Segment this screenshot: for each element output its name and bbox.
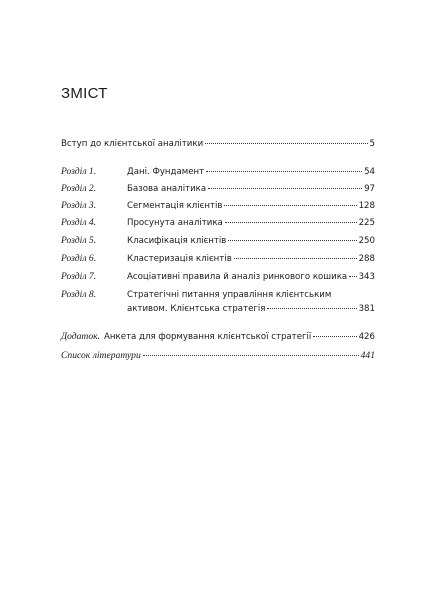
toc-entry-page: 426 xyxy=(358,332,375,342)
toc-entry-page: 288 xyxy=(358,254,375,264)
toc-entry-page: 343 xyxy=(358,272,375,282)
dot-leader xyxy=(208,188,362,189)
toc-entry-section-3[interactable] xyxy=(61,199,375,213)
dot-leader xyxy=(228,240,356,241)
dot-leader xyxy=(225,222,357,223)
dot-leader xyxy=(234,258,357,259)
page-title: ЗМІСТ xyxy=(61,85,108,102)
toc-entry-label: Розділ 6. xyxy=(61,253,97,264)
toc-entry-section-5[interactable] xyxy=(61,234,375,248)
toc-entry-label: Розділ 2. xyxy=(61,183,97,194)
toc-entry-label: Розділ 4. xyxy=(61,217,97,228)
dot-leader xyxy=(206,171,362,172)
dot-leader xyxy=(143,355,359,356)
toc-entry-page: 381 xyxy=(358,304,375,314)
toc-entry-page: 128 xyxy=(358,201,375,211)
dot-leader xyxy=(349,276,356,277)
toc-entry-label: Розділ 5. xyxy=(61,235,97,246)
toc-entry-title: Просунута аналітика xyxy=(127,218,223,228)
toc-entry-references[interactable] xyxy=(61,349,375,363)
dot-leader xyxy=(224,205,356,206)
toc-entry-section-4[interactable] xyxy=(61,216,375,230)
toc-entry-title-line-1: Стратегічні питання управління клієнтським xyxy=(127,290,332,300)
toc-entry-section-8[interactable] xyxy=(61,288,375,302)
toc-entry-page: 250 xyxy=(358,236,375,246)
toc-entry-label: Розділ 1. xyxy=(61,166,97,177)
toc-entry-title: Список літератури xyxy=(61,350,141,361)
toc-entry-page: 5 xyxy=(369,139,375,149)
toc-entry-appendix[interactable] xyxy=(61,330,375,344)
toc-entry-title: Класифікація клієнтів xyxy=(127,236,227,246)
toc-entry-title: Базова аналітика xyxy=(127,184,207,194)
toc-entry-title: Вступ до клієнтської аналітики xyxy=(61,139,204,149)
toc-entry-page: 441 xyxy=(360,350,375,361)
toc-entry-section-2[interactable] xyxy=(61,182,375,196)
toc-entry-title: Сегментація клієнтів xyxy=(127,201,223,211)
toc-entry-intro[interactable] xyxy=(61,137,375,151)
toc-entry-page: 54 xyxy=(364,167,375,177)
toc-entry-title-line-2: активом. Клієнтська стратегія xyxy=(127,304,266,314)
toc-entry-title: Кластеризація клієнтів xyxy=(127,254,232,264)
toc-entry-page: 97 xyxy=(364,184,375,194)
dot-leader xyxy=(313,336,356,337)
toc-entry-page: 225 xyxy=(358,218,375,228)
toc-entry-title: Анкета для формування клієнтської стратегії xyxy=(104,332,312,342)
toc-entry-label: Розділ 8. xyxy=(61,289,97,300)
toc-entry-label: Додаток. xyxy=(61,331,101,342)
toc-entry-title: Асоціативні правила й аналіз ринкового кошика xyxy=(127,272,348,282)
toc-entry-section-6[interactable] xyxy=(61,252,375,266)
toc-entry-section-7[interactable] xyxy=(61,270,375,284)
toc-entry-section-1[interactable] xyxy=(61,165,375,179)
toc-entry-label: Розділ 3. xyxy=(61,200,97,211)
toc-entry-section-8-continued[interactable] xyxy=(127,302,375,316)
dot-leader xyxy=(205,143,367,144)
dot-leader xyxy=(267,308,356,309)
toc-entry-label: Розділ 7. xyxy=(61,271,97,282)
toc-entry-title: Дані. Фундамент xyxy=(127,167,205,177)
